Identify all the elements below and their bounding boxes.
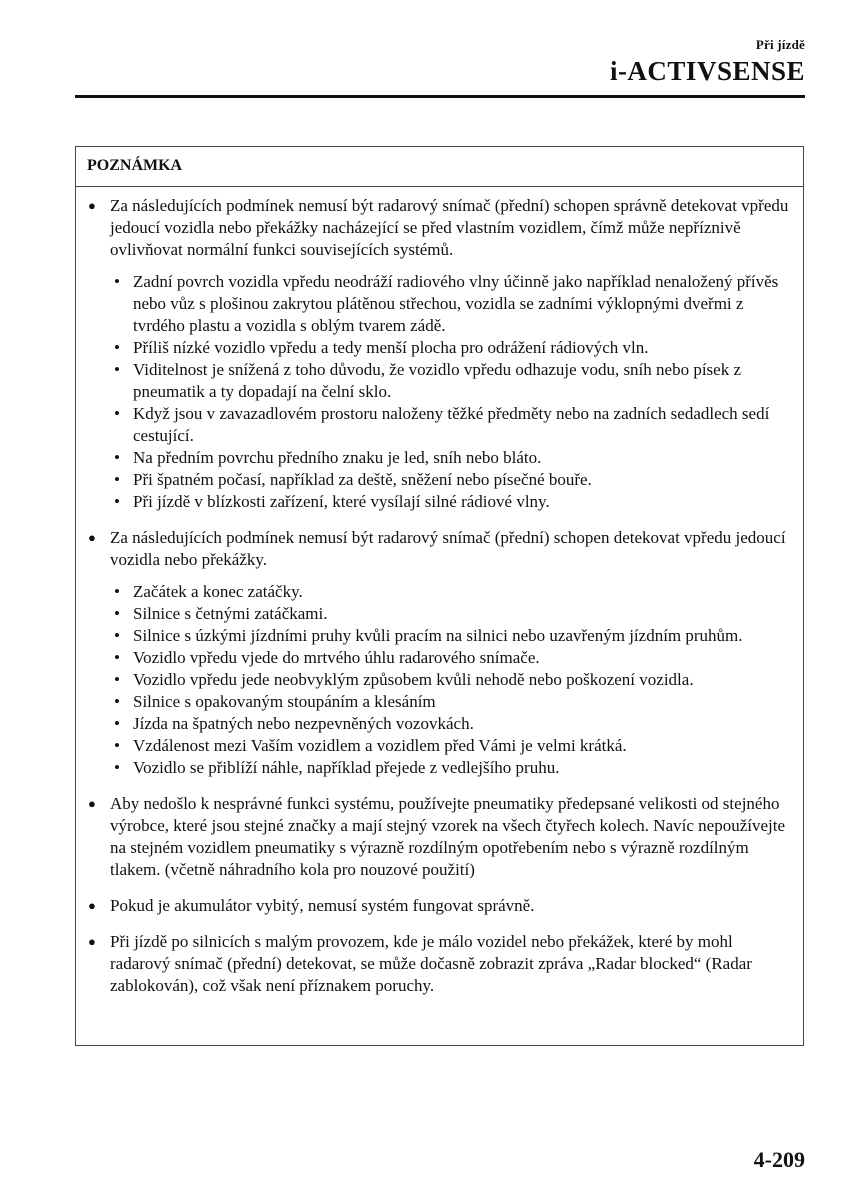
bullet-icon: • (114, 648, 120, 667)
sub-item-text: Při jízdě v blízkosti zařízení, které vysílají silné rádiové vlny. (133, 492, 550, 511)
note-body (76, 187, 803, 997)
sub-item-text: Když jsou v zavazadlovém prostoru naloženy těžké předměty nebo na zadních sedadlech sedí cestující. (133, 404, 770, 445)
sub-item (110, 403, 793, 447)
sub-item-text: Začátek a konec zatáčky. (133, 582, 303, 601)
sub-item (110, 603, 793, 625)
sub-item-text: Jízda na špatných nebo nezpevněných vozovkách. (133, 714, 474, 733)
sub-item-text: Vzdálenost mezi Vaším vozidlem a vozidlem před Vámi je velmi krátká. (133, 736, 627, 755)
bullet-icon: ● (88, 934, 96, 949)
bullet-icon: • (114, 404, 120, 423)
sub-item (110, 669, 793, 691)
note-item-text: Při jízdě po silnicích s malým provozem, kde je málo vozidel nebo překážek, které by mohl radarový snímač (přední) detekovat, se může dočasně zobrazit zpráva „Radar blocked“ (Radar zablokován), což však není příznakem poruchy. (110, 932, 752, 995)
bullet-icon: ● (88, 796, 96, 811)
bullet-icon: • (114, 714, 120, 733)
sub-item (110, 713, 793, 735)
sub-item-text: Při špatném počasí, například za deště, sněžení nebo písečné bouře. (133, 470, 592, 489)
sub-item-text: Silnice s úzkými jízdními pruhy kvůli pracím na silnici nebo uzavřeným jízdním pruhům. (133, 626, 743, 645)
note-title: POZNÁMKA (76, 147, 803, 187)
sub-item (110, 337, 793, 359)
sub-item-text: Silnice s opakovaným stoupáním a klesáním (133, 692, 436, 711)
note-item (86, 931, 793, 997)
sub-item (110, 469, 793, 491)
sub-item (110, 359, 793, 403)
bullet-icon: • (114, 470, 120, 489)
bullet-icon: • (114, 736, 120, 755)
sub-item-text: Viditelnost je snížená z toho důvodu, že vozidlo vpředu odhazuje vodu, sníh nebo písek z pneumatik a ty dopadají na čelní sklo. (133, 360, 742, 401)
sub-item (110, 491, 793, 513)
sub-item-text: Vozidlo vpředu jede neobvyklým způsobem kvůli nehodě nebo poškození vozidla. (133, 670, 694, 689)
sub-item (110, 757, 793, 779)
header-rule (75, 95, 805, 98)
bullet-icon: • (114, 360, 120, 379)
note-item-text: Pokud je akumulátor vybitý, nemusí systém fungovat správně. (110, 896, 535, 915)
sub-list (110, 581, 793, 779)
bullet-icon: • (114, 604, 120, 623)
sub-item (110, 735, 793, 757)
bullet-icon: • (114, 492, 120, 511)
bullet-icon: • (114, 626, 120, 645)
page-number: 4-209 (753, 1147, 805, 1172)
sub-item-text: Vozidlo se přiblíží náhle, například přejede z vedlejšího pruhu. (133, 758, 560, 777)
sub-item-text: Silnice s četnými zatáčkami. (133, 604, 328, 623)
sub-item (110, 447, 793, 469)
bullet-icon: • (114, 448, 120, 467)
sub-item (110, 647, 793, 669)
bullet-icon: • (114, 758, 120, 777)
note-item (86, 195, 793, 513)
sub-item (110, 581, 793, 603)
note-item (86, 527, 793, 779)
note-item-text: Za následujících podmínek nemusí být radarový snímač (přední) schopen správně detekovat vpředu jedoucí vozidla nebo překážky nacházející se před vlastním vozidlem, čímž může nepříznivě ovlivňovat normální funkci souvisejících systémů. (110, 196, 789, 259)
note-item (86, 895, 793, 917)
bullet-icon: ● (88, 198, 96, 213)
sub-item-text: Vozidlo vpředu vjede do mrtvého úhlu radarového snímače. (133, 648, 540, 667)
bullet-icon: • (114, 272, 120, 291)
bullet-icon: • (114, 692, 120, 711)
bullet-icon: ● (88, 530, 96, 545)
note-item-text: Aby nedošlo k nesprávné funkci systému, používejte pneumatiky předepsané velikosti od stejného výrobce, které jsou stejné značky a mají stejný vzorek na všech čtyřech kolech. Navíc nepoužívejte na stejném vozidlem pneumatiky s výrazně rozdílným opotřebením nebo s výrazně rozdílným tlakem. (včetně náhradního kola pro nouzové použití) (110, 794, 786, 879)
bullet-icon: • (114, 338, 120, 357)
chapter-title: i-ACTIVSENSE (609, 56, 805, 86)
section-label: Při jízdě (755, 37, 805, 52)
note-box (75, 146, 804, 1046)
sub-item-text: Zadní povrch vozidla vpředu neodráží radiového vlny účinně jako například nenaložený přívěs nebo vůz s plošinou zakrytou plátěnou střechou, vozidla se zadními výklopnými dveřmi z tvrdého plastu a vozidla s oblým tvarem zádě. (133, 272, 779, 335)
note-item-text: Za následujících podmínek nemusí být radarový snímač (přední) schopen detekovat vpředu jedoucí vozidla nebo překážky. (110, 528, 786, 569)
sub-item-text: Příliš nízké vozidlo vpředu a tedy menší plocha pro odrážení rádiových vln. (133, 338, 649, 357)
sub-item (110, 625, 793, 647)
sub-item (110, 691, 793, 713)
sub-item (110, 271, 793, 337)
sub-item-text: Na předním povrchu předního znaku je led, sníh nebo bláto. (133, 448, 542, 467)
bullet-icon: ● (88, 898, 96, 913)
sub-list (110, 271, 793, 513)
bullet-icon: • (114, 582, 120, 601)
note-item (86, 793, 793, 881)
bullet-icon: • (114, 670, 120, 689)
